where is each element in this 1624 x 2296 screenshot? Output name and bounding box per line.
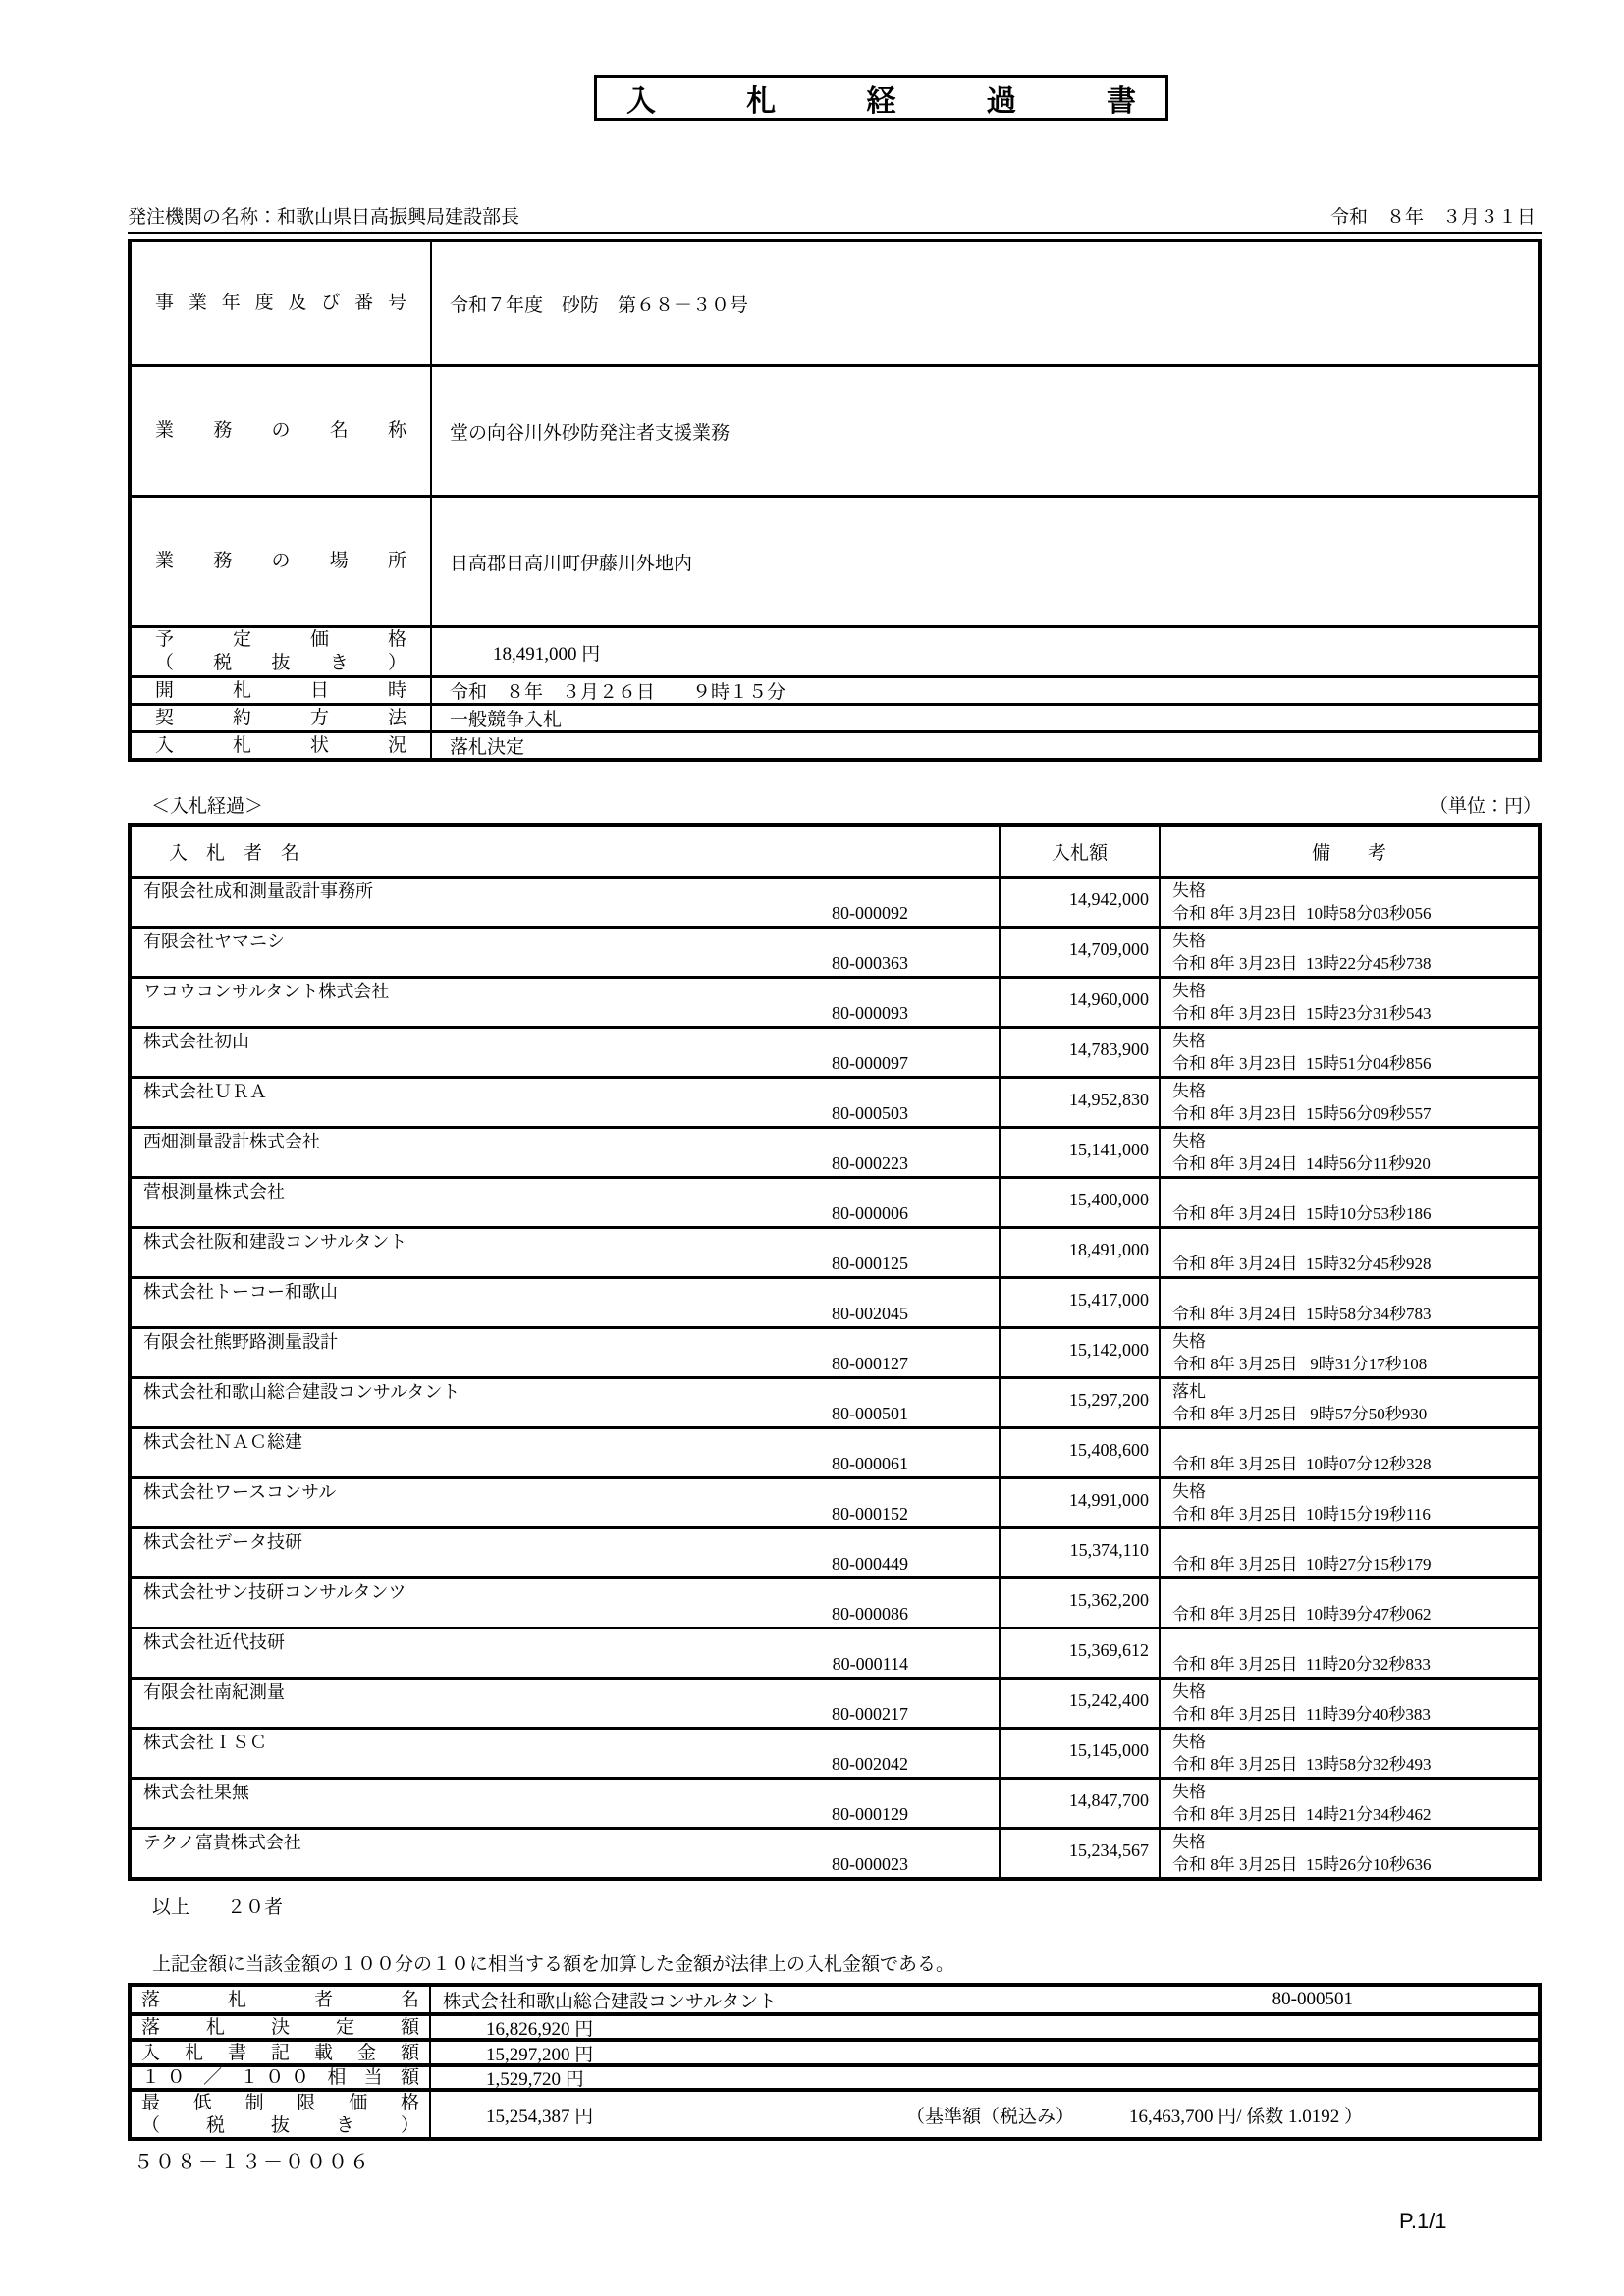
info-value: 令和 ８年 ３月２６日 ９時１５分 [450,682,786,703]
bid-table-row [132,1429,1538,1479]
bidder-name: 株式会社トーコー和歌山 [143,1282,338,1302]
remarks-cell [1161,1479,1538,1526]
bid-status: 失格 [1172,1682,1206,1701]
bidder-name: 株式会社近代技研 [143,1632,285,1652]
winner-name: 株式会社和歌山総合建設コンサルタント [443,1991,778,2012]
bid-table-row [132,1329,1538,1379]
bid-timestamp: 令和 8年 3月24日 15時32分45秒928 [1172,1255,1432,1273]
bid-status: 失格 [1172,1733,1206,1751]
remarks-cell [1161,1179,1538,1226]
info-value: 令和７年度 砂防 第６８－３０号 [450,294,749,316]
remarks-cell [1161,1429,1538,1476]
award-row-tax-equivalent [132,2067,1538,2092]
bid-amount: 15,242,400 [1001,1680,1161,1727]
award-label-line2: （ 税 抜 き ） [141,2115,419,2136]
bidder-name: 菅根測量株式会社 [143,1182,285,1201]
award-summary-table [128,1983,1542,2141]
bidder-code: 80-000061 [832,1454,908,1473]
bid-timestamp: 令和 8年 3月25日 15時26分10秒636 [1172,1855,1432,1874]
project-info-table [128,239,1542,762]
bid-table-row [132,1529,1538,1579]
bid-status [1172,1530,1538,1553]
bidder-name-cell [132,979,1001,1026]
remarks-cell [1161,879,1538,926]
remarks-cell [1161,1780,1538,1827]
bid-table-row [132,1730,1538,1780]
bid-status: 失格 [1172,881,1206,900]
bid-status: 失格 [1172,1783,1206,1801]
remarks-cell [1161,1129,1538,1176]
bidder-name: 有限会社ヤマニシ [143,932,285,951]
award-label: 落 札 決 定 額 [141,2016,419,2038]
remarks-cell [1161,1629,1538,1677]
header-row [128,200,1542,234]
award-label: 落 札 者 名 [141,1989,419,2010]
info-label: 業 務 の 名 称 [155,420,406,441]
bid-amount: 14,783,900 [1001,1029,1161,1076]
bid-section-header [128,791,1542,818]
bid-timestamp: 令和 8年 3月23日 15時51分04秒856 [1172,1054,1432,1073]
bidder-code: 80-000097 [832,1053,908,1073]
bid-amount: 15,417,000 [1001,1279,1161,1326]
bid-table-row [132,979,1538,1029]
bid-table-row [132,929,1538,979]
bidder-name-cell [132,1129,1001,1176]
bidder-name: 株式会社初山 [143,1032,249,1051]
bidder-name-cell [132,929,1001,976]
bidder-name-cell [132,1830,1001,1877]
bid-table-row [132,1479,1538,1529]
bid-amount-header: 入札額 [1001,827,1161,876]
bid-amount: 14,952,830 [1001,1079,1161,1126]
remarks-cell [1161,929,1538,976]
bid-table-row [132,1079,1538,1129]
remarks-cell [1161,1579,1538,1627]
legal-amount-note: 上記金額に当該金額の１００分の１０に相当する額を加算した金額が法律上の入札金額である。 [152,1954,955,1975]
bidder-name-cell [132,1029,1001,1076]
bid-amount: 14,942,000 [1001,879,1161,926]
remarks-cell [1161,1680,1538,1727]
bid-section-title: ＜入札経過＞ [151,796,264,817]
bid-status: 失格 [1172,1833,1206,1851]
written-amount: 15,297,200 円 [486,2044,594,2065]
bidder-code: 80-000125 [832,1254,908,1273]
bidder-code: 80-000127 [832,1354,908,1373]
bidder-name: ワコウコンサルタント株式会社 [143,982,390,1001]
bid-table-header-row [132,827,1538,879]
info-value: 日高郡日高川町伊藤川外地内 [450,553,693,574]
document-date: 令和 ８年 ３月３１日 [1329,207,1536,228]
bidder-name: 有限会社成和測量設計事務所 [143,881,373,901]
bid-timestamp: 令和 8年 3月24日 15時58分34秒783 [1172,1305,1432,1323]
ordering-agency: 発注機関の名称：和歌山県日高振興局建設部長 [128,207,520,228]
bid-table-row [132,1780,1538,1830]
info-row-project-number [132,242,1538,367]
bid-timestamp: 令和 8年 3月25日 14時21分34秒462 [1172,1805,1432,1824]
bid-status [1172,1280,1538,1303]
bidder-code: 80-000363 [832,953,908,973]
bid-table-row [132,1680,1538,1730]
award-row-minimum-price [132,2092,1538,2137]
info-value: 18,491,000 円 [493,643,601,665]
minimum-price: 15,254,387 円 [486,2106,594,2127]
bidder-code: 80-002045 [832,1304,908,1323]
bid-unit-label: （単位：円） [1429,796,1542,817]
info-row-opening-datetime [132,678,1538,706]
bidder-name-cell [132,1179,1001,1226]
info-label: 開 札 日 時 [155,679,406,701]
bid-timestamp: 令和 8年 3月25日 10時15分19秒116 [1172,1505,1431,1523]
bid-amount: 15,142,000 [1001,1329,1161,1376]
info-label: 契 約 方 法 [155,707,406,728]
bidder-name-cell [132,1079,1001,1126]
bid-status [1172,1230,1538,1253]
bid-timestamp: 令和 8年 3月25日 10時27分15秒179 [1172,1555,1432,1574]
bidder-code: 80-000086 [832,1604,908,1624]
remarks-cell [1161,1029,1538,1076]
document-code: ５０８－１３－０００６ [134,2152,371,2173]
bid-amount: 15,145,000 [1001,1730,1161,1777]
bidder-code: 80-000006 [832,1203,908,1223]
bid-amount: 14,960,000 [1001,979,1161,1026]
remarks-cell [1161,1379,1538,1426]
bid-timestamp: 令和 8年 3月23日 10時58分03秒056 [1172,904,1432,923]
bidder-name: 有限会社熊野路測量設計 [143,1332,338,1352]
bid-amount: 15,374,110 [1001,1529,1161,1576]
page-number: P.1/1 [1399,2209,1447,2233]
bidder-name-cell [132,1279,1001,1326]
bid-status: 失格 [1172,1082,1206,1100]
remarks-cell [1161,1329,1538,1376]
bid-amount: 18,491,000 [1001,1229,1161,1276]
info-value: 落札決定 [450,737,525,758]
bidder-code: 80-000023 [832,1854,908,1874]
bidder-code: 80-000217 [832,1704,908,1724]
bid-timestamp: 令和 8年 3月25日 10時07分12秒328 [1172,1455,1432,1473]
bid-history-table [128,823,1542,1881]
basis-amount-value: 16,463,700 円/ 係数 1.0192 ） [1129,2106,1364,2127]
decided-amount: 16,826,920 円 [486,2018,594,2040]
award-row-winner [132,1987,1538,2016]
bidder-code: 80-000114 [832,1654,908,1674]
bid-status: 落札 [1172,1382,1206,1401]
bid-status: 失格 [1172,1132,1206,1150]
bid-amount: 15,362,200 [1001,1579,1161,1627]
bidder-name: 西畑測量設計株式会社 [143,1132,320,1151]
bid-table-row [132,1129,1538,1179]
bidder-name-cell [132,1680,1001,1727]
remarks-cell [1161,1229,1538,1276]
bidder-code: 80-000449 [832,1554,908,1574]
bidder-name: テクノ富貴株式会社 [143,1833,301,1852]
info-label: 事 業 年 度 及 び 番 号 [155,293,406,313]
bid-table-row [132,1029,1538,1079]
bid-table-row [132,1379,1538,1429]
info-label: 予 定 価 格 [155,629,406,650]
award-label: 入 札 書 記 載 金 額 [141,2042,419,2063]
award-row-decided-amount [132,2016,1538,2042]
bid-timestamp: 令和 8年 3月25日 9時31分17秒108 [1172,1355,1428,1373]
bid-timestamp: 令和 8年 3月23日 13時22分45秒738 [1172,954,1432,973]
bidder-name-cell [132,1730,1001,1777]
info-row-planned-price [132,628,1538,678]
bid-table-row [132,1229,1538,1279]
bid-status [1172,1180,1538,1202]
bidder-name: 株式会社ＩＳＣ [143,1733,267,1752]
bid-status: 失格 [1172,932,1206,950]
bidder-name-cell [132,879,1001,926]
bid-status [1172,1430,1538,1453]
bidder-code: 80-000503 [832,1103,908,1123]
bid-status: 失格 [1172,1032,1206,1050]
award-label: １０ ／ １００ 相 当 額 [141,2067,419,2088]
bidder-name: 株式会社データ技研 [143,1532,302,1552]
bid-amount: 15,234,567 [1001,1830,1161,1877]
bidder-name: 株式会社阪和建設コンサルタント [143,1232,407,1252]
bidder-code: 80-000093 [832,1003,908,1023]
info-label: 業 務 の 場 所 [155,551,406,571]
bidder-name: 株式会社ＵＲＡ [143,1082,267,1101]
bid-table-body [132,879,1538,1877]
bid-timestamp: 令和 8年 3月24日 15時10分53秒186 [1172,1204,1432,1223]
award-row-written-amount [132,2042,1538,2067]
bid-amount: 15,297,200 [1001,1379,1161,1426]
bidder-name-cell [132,1329,1001,1376]
basis-amount-label: （基準額（税込み） [906,2106,1075,2127]
bid-amount: 14,847,700 [1001,1780,1161,1827]
remarks-cell [1161,1279,1538,1326]
bid-timestamp: 令和 8年 3月23日 15時23分31秒543 [1172,1004,1432,1023]
bidder-code: 80-000129 [832,1804,908,1824]
bidder-name: 株式会社ＮＡＣ総建 [143,1432,302,1452]
bid-table-row [132,1830,1538,1877]
bidder-name-cell [132,1429,1001,1476]
bid-amount: 14,709,000 [1001,929,1161,976]
info-row-contract-method [132,706,1538,733]
info-value: 一般競争入札 [450,710,563,730]
bidder-code: 80-000092 [832,903,908,923]
bidder-name-cell [132,1529,1001,1576]
bid-table-row [132,1279,1538,1329]
bidder-code: 80-002042 [832,1754,908,1774]
bidder-name-cell [132,1379,1001,1426]
tax-equivalent-amount: 1,529,720 円 [486,2069,584,2090]
bid-status: 失格 [1172,982,1206,1000]
remarks-cell [1161,1830,1538,1877]
bidder-name: 株式会社サン技研コンサルタンツ [143,1582,406,1602]
bidder-name-cell [132,1229,1001,1276]
bid-amount: 15,369,612 [1001,1629,1161,1677]
bidder-code: 80-000152 [832,1504,908,1523]
bidder-name-cell [132,1479,1001,1526]
bidder-name-cell [132,1579,1001,1627]
bid-timestamp: 令和 8年 3月24日 14時56分11秒920 [1172,1154,1431,1173]
bid-timestamp: 令和 8年 3月25日 11時20分32秒833 [1172,1655,1431,1674]
bid-amount: 14,991,000 [1001,1479,1161,1526]
info-row-bid-result-status [132,733,1538,758]
remarks-cell [1161,1079,1538,1126]
bid-amount: 15,408,600 [1001,1429,1161,1476]
bid-status: 失格 [1172,1332,1206,1351]
info-label: 入 札 状 況 [155,734,406,756]
remarks-cell [1161,1529,1538,1576]
bidder-name: 株式会社ワースコンサル [143,1482,337,1502]
document-title-box [594,75,1168,121]
info-label-line2: （ 税 抜 き ） [155,653,406,673]
bid-table-row [132,879,1538,929]
bid-timestamp: 令和 8年 3月25日 13時58分32秒493 [1172,1755,1432,1774]
bid-amount: 15,141,000 [1001,1129,1161,1176]
bidder-name: 株式会社和歌山総合建設コンサルタント [143,1382,460,1402]
bidder-name: 有限会社南紀測量 [143,1682,285,1702]
document-title: 入 札 経 過 書 [626,84,1136,118]
bid-table-row [132,1179,1538,1229]
bid-status [1172,1580,1538,1603]
bid-timestamp: 令和 8年 3月25日 9時57分50秒930 [1172,1405,1428,1423]
bid-status [1172,1630,1538,1653]
bid-amount: 15,400,000 [1001,1179,1161,1226]
bidder-name-header: 入 札 者 名 [132,827,1001,876]
info-value: 堂の向谷川外砂防発注者支援業務 [450,422,731,444]
remarks-header: 備 考 [1311,842,1386,864]
remarks-cell [1161,979,1538,1026]
info-row-project-location [132,498,1538,628]
bidder-name-cell [132,1780,1001,1827]
remarks-cell [1161,1730,1538,1777]
bid-table-row [132,1629,1538,1680]
info-row-project-name [132,367,1538,498]
winner-code: 80-000501 [1272,1989,1353,2009]
bidder-name-cell [132,1629,1001,1677]
bid-table-row [132,1579,1538,1629]
bidder-count-note: 以上 ２０者 [152,1897,284,1918]
bid-status: 失格 [1172,1482,1206,1501]
bid-timestamp: 令和 8年 3月25日 10時39分47秒062 [1172,1605,1432,1624]
bidder-code: 80-000501 [832,1404,908,1423]
bidder-code: 80-000223 [832,1153,908,1173]
bid-timestamp: 令和 8年 3月25日 11時39分40秒383 [1172,1705,1431,1724]
bidder-name: 株式会社果無 [143,1783,249,1802]
award-label: 最 低 制 限 価 格 [141,2093,419,2113]
bid-timestamp: 令和 8年 3月23日 15時56分09秒557 [1172,1104,1432,1123]
